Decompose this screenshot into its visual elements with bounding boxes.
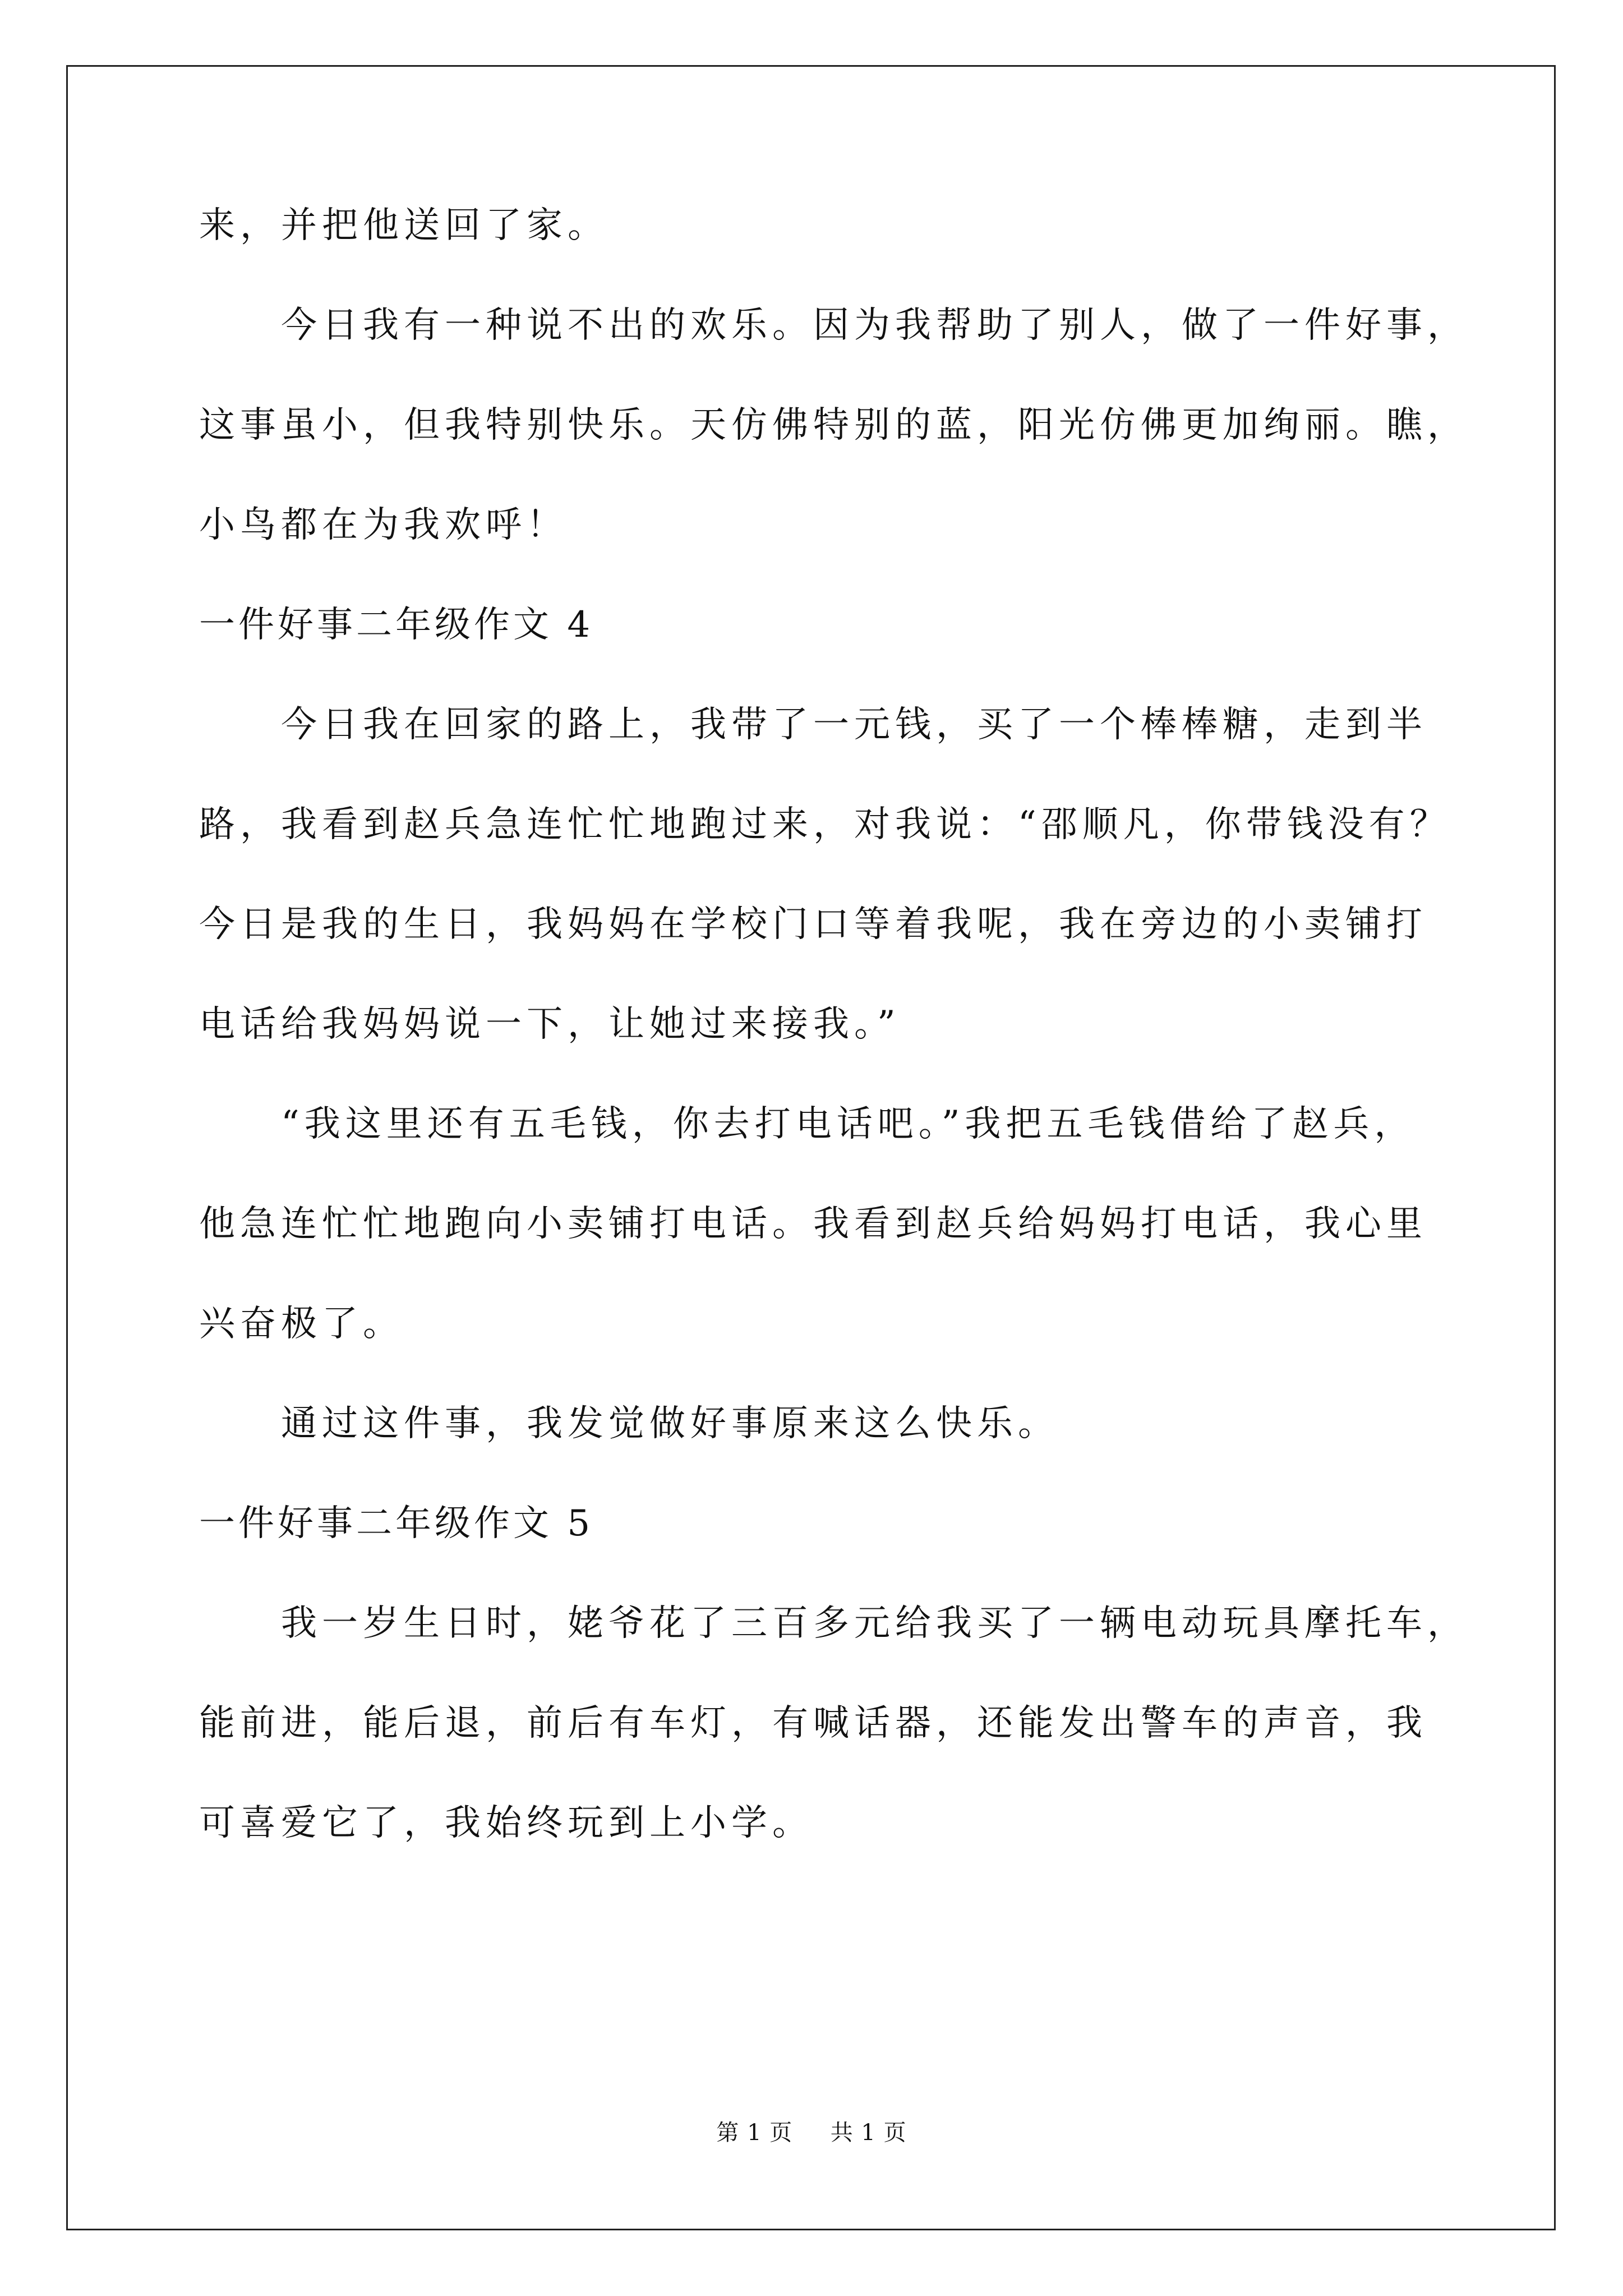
text-line: 电话给我妈妈说一下，让她过来接我。” bbox=[199, 1004, 901, 1045]
text-line: 小鸟都在为我欢呼！ bbox=[199, 504, 568, 546]
text-line: 可喜爱它了，我始终玩到上小学。 bbox=[199, 1802, 813, 1844]
document-body bbox=[199, 205, 1468, 1905]
paragraph-start-line: 今日我有一种说不出的欢乐。因为我帮助了别人，做了一件好事， bbox=[281, 305, 1468, 346]
section-heading: 一件好事二年级作文 5 bbox=[199, 1503, 594, 1544]
paragraph-start-line: 我一岁生日时，姥爷花了三百多元给我买了一辆电动玩具摩托车， bbox=[281, 1603, 1468, 1644]
text-line: 这事虽小，但我特别快乐。天仿佛特别的蓝，阳光仿佛更加绚丽。瞧， bbox=[199, 404, 1468, 446]
text-line: 路，我看到赵兵急连忙忙地跑过来，对我说：“邵顺凡，你带钱没有？ bbox=[199, 804, 1451, 845]
paragraph-start-line: “我这里还有五毛钱，你去打电话吧。”我把五毛钱借给了赵兵， bbox=[281, 1103, 1415, 1145]
text-line: 来，并把他送回了家。 bbox=[199, 205, 608, 246]
section-heading: 一件好事二年级作文 4 bbox=[199, 604, 594, 646]
paragraph-start-line: 通过这件事，我发觉做好事原来这么快乐。 bbox=[281, 1403, 1059, 1444]
page-total: 共 1 页 bbox=[830, 2120, 907, 2146]
text-line: 今日是我的生日，我妈妈在学校门口等着我呢，我在旁边的小卖铺打 bbox=[199, 904, 1427, 945]
text-line: 兴奋极了。 bbox=[199, 1303, 404, 1345]
text-line: 能前进，能后退，前后有车灯，有喊话器，还能发出警车的声音，我 bbox=[199, 1703, 1427, 1744]
page-number: 第 1 页 bbox=[716, 2120, 793, 2146]
page-footer bbox=[0, 2122, 1623, 2144]
paragraph-start-line: 今日我在回家的路上，我带了一元钱，买了一个棒棒糖，走到半 bbox=[281, 704, 1427, 746]
text-line: 他急连忙忙地跑向小卖铺打电话。我看到赵兵给妈妈打电话，我心里 bbox=[199, 1203, 1427, 1245]
